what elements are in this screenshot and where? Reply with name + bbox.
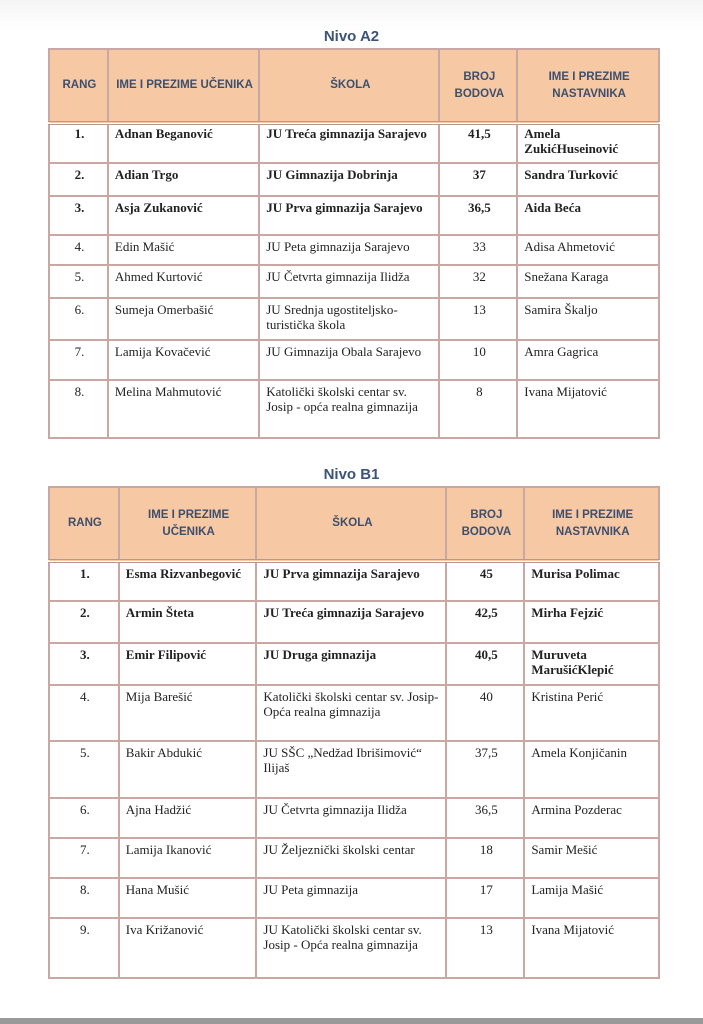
rank-cell: 6. [49,298,108,340]
rank-cell: 9. [49,918,119,978]
rank-cell: 2. [49,601,119,643]
school-cell: JU Željeznički školski centar [256,838,446,878]
student-cell: Ahmed Kurtović [108,265,259,298]
student-cell: Iva Križanović [119,918,257,978]
points-cell: 37,5 [446,741,524,798]
header-student: IME I PREZIME UČENIKA [119,487,257,561]
header-rang: RANG [49,487,119,561]
student-cell: Hana Mušić [119,878,257,918]
table-row [49,643,659,685]
teacher-cell: Kristina Perić [524,685,659,741]
rank-cell: 7. [49,838,119,878]
student-cell: Mija Barešić [119,685,257,741]
teacher-cell: Ivana Mijatović [524,918,659,978]
rank-cell: 2. [49,163,108,196]
school-cell: JU Prva gimnazija Sarajevo [256,561,446,601]
teacher-cell: Murisa Polimac [524,561,659,601]
points-cell: 40 [446,685,524,741]
table-row [49,798,659,838]
table-row [49,298,659,340]
school-cell: Katolički školski centar sv. Josip - opća realna gimnazija [259,380,439,438]
student-cell: Sumeja Omerbašić [108,298,259,340]
teacher-cell: Adisa Ahmetović [517,235,659,265]
student-cell: Ajna Hadžić [119,798,257,838]
school-cell: JU Prva gimnazija Sarajevo [259,196,439,235]
points-cell: 36,5 [439,196,517,235]
school-cell: JU Peta gimnazija Sarajevo [259,235,439,265]
points-cell: 41,5 [439,123,517,163]
teacher-cell: Amela Konjičanin [524,741,659,798]
header-school: ŠKOLA [256,487,446,561]
page-bottom-bar [0,1018,703,1024]
student-cell: Esma Rizvanbegović [119,561,257,601]
results-table-a2 [48,48,660,439]
teacher-cell: Samir Mešić [524,838,659,878]
table-row [49,561,659,601]
rank-cell: 1. [49,123,108,163]
points-cell: 40,5 [446,643,524,685]
table-row [49,741,659,798]
rank-cell: 8. [49,878,119,918]
teacher-cell: Snežana Karaga [517,265,659,298]
header-rang: RANG [49,49,108,123]
header-points: BROJ BODOVA [439,49,517,123]
points-cell: 13 [446,918,524,978]
student-cell: Bakir Abdukić [119,741,257,798]
student-cell: Adian Trgo [108,163,259,196]
school-cell: JU Druga gimnazija [256,643,446,685]
table-row [49,265,659,298]
student-cell: Lamija Kovačević [108,340,259,380]
school-cell: JU Katolički školski centar sv. Josip - Opća realna gimnazija [256,918,446,978]
teacher-cell: Amra Gagrica [517,340,659,380]
school-cell: JU Gimnazija Obala Sarajevo [259,340,439,380]
teacher-cell: Muruveta MarušićKlepić [524,643,659,685]
table-row [49,163,659,196]
page-top-shade [0,0,703,30]
student-cell: Melina Mahmutović [108,380,259,438]
school-cell: JU Peta gimnazija [256,878,446,918]
table-row [49,685,659,741]
teacher-cell: Armina Pozderac [524,798,659,838]
rank-cell: 4. [49,685,119,741]
points-cell: 45 [446,561,524,601]
student-cell: Lamija Ikanović [119,838,257,878]
school-cell: JU SŠC „Nedžad Ibrišimović“ Ilijaš [256,741,446,798]
points-cell: 10 [439,340,517,380]
student-cell: Edin Mašić [108,235,259,265]
table-row [49,918,659,978]
school-cell: JU Srednja ugostiteljsko-turistička škola [259,298,439,340]
rank-cell: 8. [49,380,108,438]
header-student: IME I PREZIME UČENIKA [108,49,259,123]
rank-cell: 1. [49,561,119,601]
table-row [49,123,659,163]
points-cell: 32 [439,265,517,298]
teacher-cell: Mirha Fejzić [524,601,659,643]
table-row [49,235,659,265]
rank-cell: 5. [49,741,119,798]
school-cell: JU Treća gimnazija Sarajevo [256,601,446,643]
header-points: BROJ BODOVA [446,487,524,561]
points-cell: 8 [439,380,517,438]
table-row [49,601,659,643]
table-row [49,380,659,438]
teacher-cell: Ivana Mijatović [517,380,659,438]
points-cell: 42,5 [446,601,524,643]
points-cell: 36,5 [446,798,524,838]
points-cell: 13 [439,298,517,340]
points-cell: 18 [446,838,524,878]
school-cell: JU Četvrta gimnazija Ilidža [259,265,439,298]
rank-cell: 4. [49,235,108,265]
points-cell: 33 [439,235,517,265]
rank-cell: 5. [49,265,108,298]
table-header-row [49,487,659,561]
table-row [49,878,659,918]
header-teacher: IME I PREZIME NASTAVNIKA [524,487,659,561]
header-teacher: IME I PREZIME NASTAVNIKA [517,49,659,123]
section-title-a2: Nivo A2 [323,28,380,45]
teacher-cell: Aida Beća [517,196,659,235]
teacher-cell: Amela ZukićHuseinović [517,123,659,163]
results-table-b1 [48,486,660,979]
table-row [49,838,659,878]
rank-cell: 3. [49,643,119,685]
teacher-cell: Lamija Mašić [524,878,659,918]
school-cell: JU Četvrta gimnazija Ilidža [256,798,446,838]
school-cell: JU Treća gimnazija Sarajevo [259,123,439,163]
student-cell: Asja Zukanović [108,196,259,235]
points-cell: 17 [446,878,524,918]
table-row [49,340,659,380]
header-school: ŠKOLA [259,49,439,123]
school-cell: JU Gimnazija Dobrinja [259,163,439,196]
rank-cell: 3. [49,196,108,235]
section-title-b1: Nivo B1 [323,466,380,483]
rank-cell: 6. [49,798,119,838]
rank-cell: 7. [49,340,108,380]
teacher-cell: Sandra Turković [517,163,659,196]
student-cell: Armin Šteta [119,601,257,643]
student-cell: Adnan Beganović [108,123,259,163]
student-cell: Emir Filipović [119,643,257,685]
table-header-row [49,49,659,123]
school-cell: Katolički školski centar sv. Josip- Opća realna gimnazija [256,685,446,741]
teacher-cell: Samira Škaljo [517,298,659,340]
table-row [49,196,659,235]
points-cell: 37 [439,163,517,196]
